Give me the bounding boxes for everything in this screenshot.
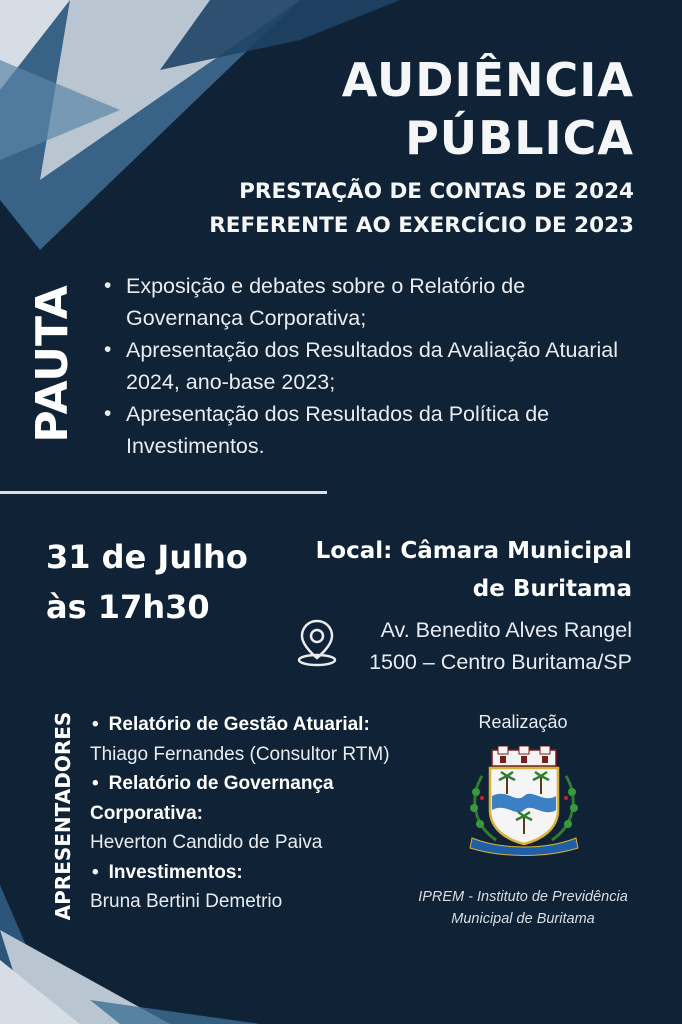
address-line-2: 1500 – Centro Buritama/SP [369, 650, 632, 674]
pauta-list [104, 270, 624, 462]
presenter-role: • Investimentos: [90, 858, 440, 888]
presenters-list [90, 710, 440, 917]
pauta-item: • Apresentação dos Resultados da Política de Investimentos. [104, 398, 624, 462]
event-date-time [46, 532, 248, 632]
apresentadores-label: APRESENTADORES [51, 711, 75, 921]
title-line-1: AUDIÊNCIA [341, 53, 634, 107]
presenter-name: Thiago Fernandes (Consultor RTM) [90, 743, 390, 765]
presenter-role: • Relatório de Gestão Atuarial: [90, 710, 440, 740]
event-time: às 17h30 [46, 588, 210, 626]
org-line-2: Municipal de Buritama [451, 911, 595, 927]
location-pin-icon [296, 618, 338, 668]
pauta-label: PAUTA [27, 285, 78, 443]
municipal-crest-icon [462, 746, 586, 856]
subtitle-line-2: REFERENTE AO EXERCÍCIO DE 2023 [209, 213, 634, 238]
org-line-1: IPREM - Instituto de Previdência [418, 889, 628, 905]
event-date: 31 de Julho [46, 538, 248, 576]
divider [0, 491, 327, 494]
presenter-role: • Relatório de Governança Corporativa: [90, 769, 380, 828]
event-location [316, 532, 632, 608]
location-line-1: Local: Câmara Municipal [315, 538, 632, 564]
presenter-name: Heverton Candido de Paiva [90, 832, 323, 853]
location-line-2: de Buritama [472, 576, 632, 602]
title-line-2: PÚBLICA [405, 111, 634, 165]
event-address [369, 614, 632, 678]
realizacao-label: Realização [478, 712, 568, 732]
presenter-name: Bruna Bertini Demetrio [90, 891, 283, 912]
pauta-item: • Apresentação dos Resultados da Avaliação Atuarial 2024, ano-base 2023; [104, 334, 624, 398]
subtitle-line-1: PRESTAÇÃO DE CONTAS DE 2024 [239, 179, 634, 204]
address-line-1: Av. Benedito Alves Rangel [380, 618, 632, 642]
pauta-item: • Exposição e debates sobre o Relatório de Governança Corporativa; [104, 270, 624, 334]
organization-name [398, 886, 648, 930]
